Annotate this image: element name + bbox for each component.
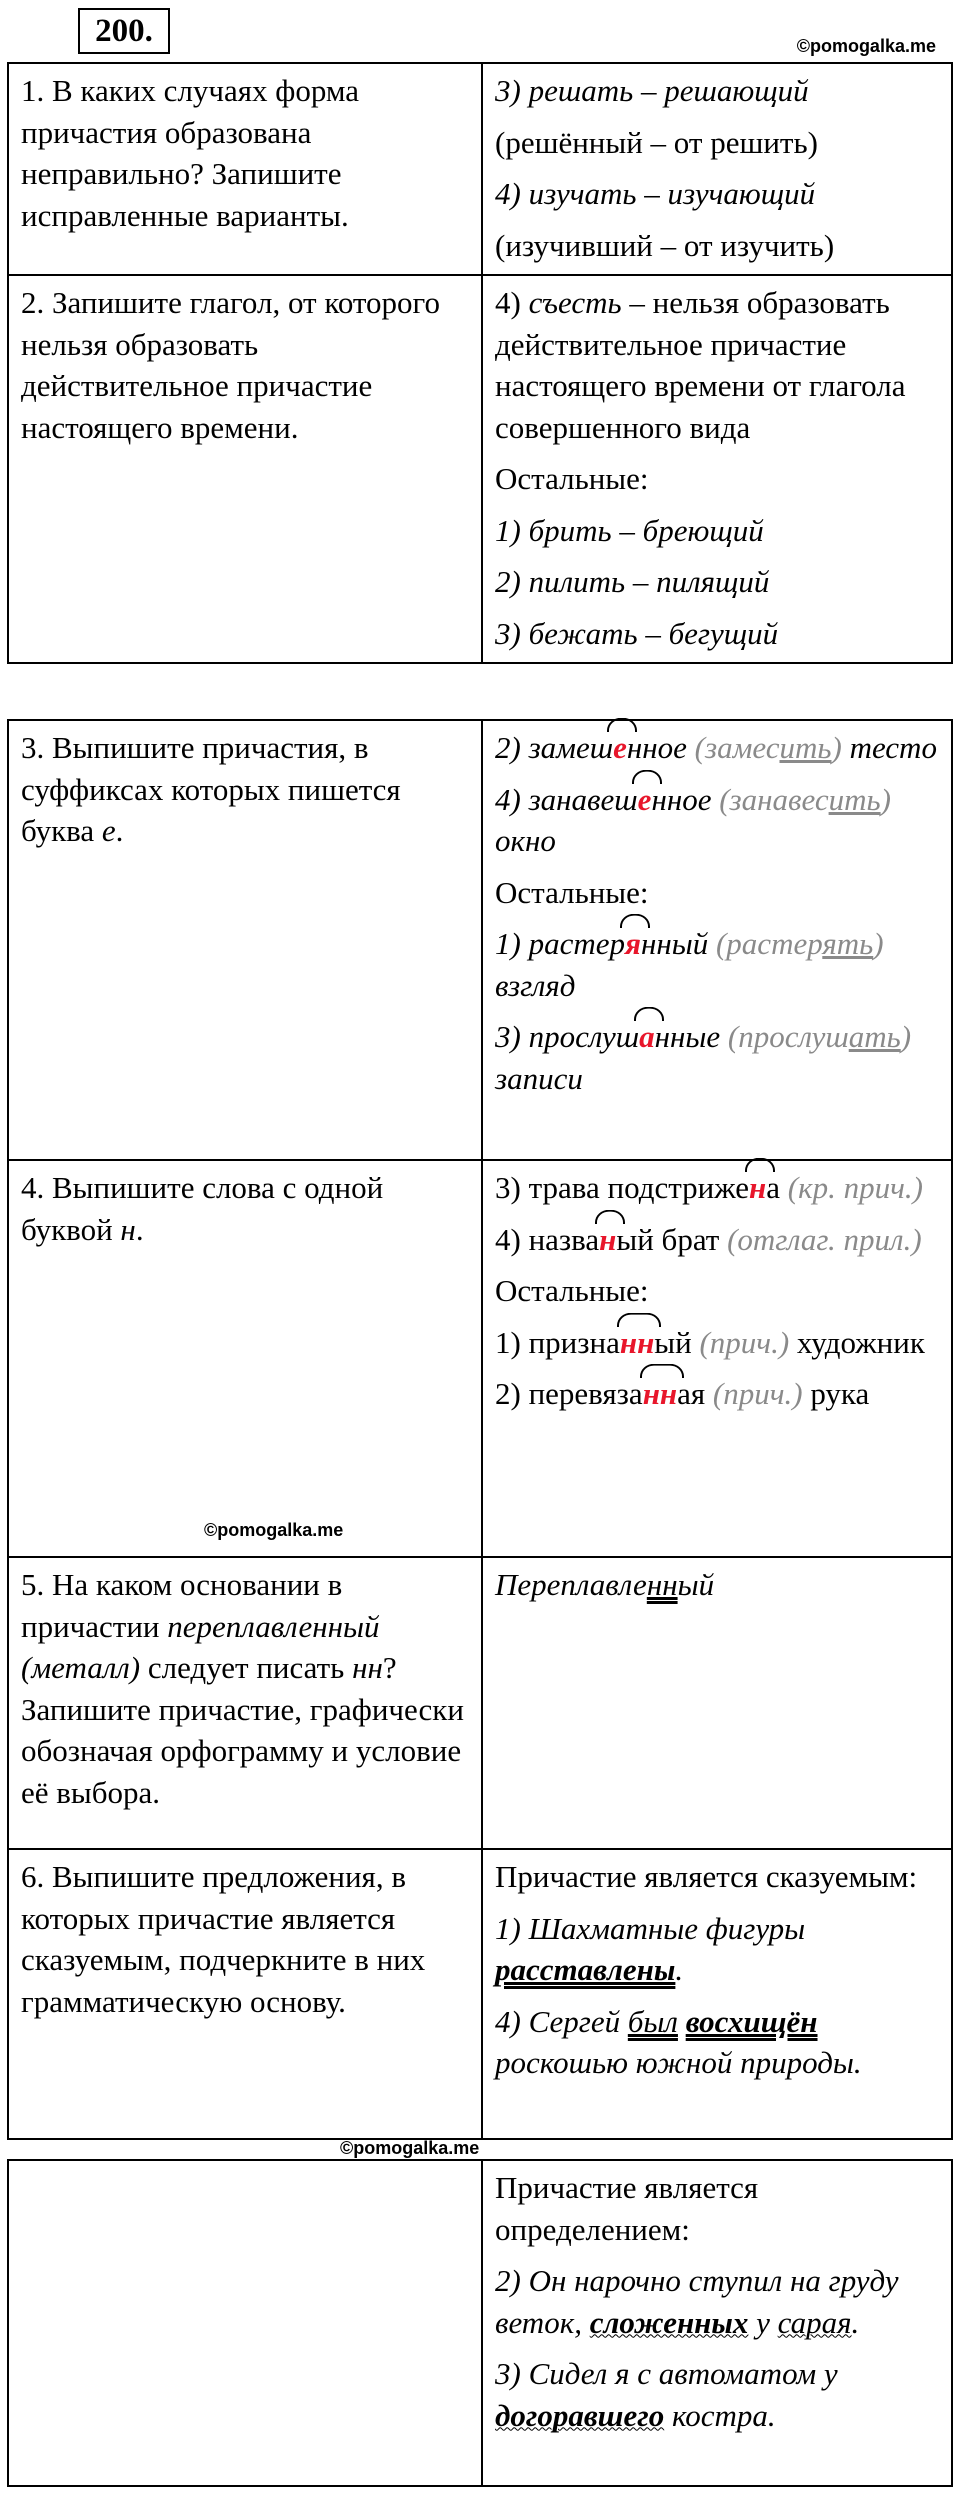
suffix-letter: е [613,727,627,769]
answer-line [495,1373,941,1415]
word-part: 2) перевяза [495,1376,643,1412]
question-letter: н [120,1211,136,1247]
answer-cell [482,2160,952,2486]
verb-hint [695,730,842,765]
question-text: следует писать [140,1650,353,1686]
answer-cell [482,1557,952,1849]
question-text: 2. Запишите глагол, от которого нельзя образовать действительное причастие настоящего времени. [21,285,440,445]
sentence-part: костра. [664,2397,776,2433]
word-part: 1) растер [495,926,625,962]
orthogram-letters: нн [646,1567,678,1602]
answer-prefix: 4) [495,285,529,321]
prefix-part: Пере [495,1567,561,1602]
hint-part: ) [873,926,884,962]
hint-part: ) [831,730,842,765]
answer-cell [482,63,952,275]
answer-cell [482,720,952,1160]
noun: взгляд [495,967,576,1003]
answer-line: 1) брить – бреющий [495,512,764,548]
question-text: 6. Выпишите предложения, в которых причастие является сказуемым, подчеркните в них грамматическую основу. [21,1859,426,2019]
answer-verb: съесть [528,285,622,321]
word-part: 2) замеш [495,730,614,765]
verb-hint [728,1019,911,1054]
sentence-part: у [748,2304,778,2340]
answer-cell [482,1160,952,1557]
noun: тесто [841,730,937,765]
suffix-letter: н [599,1219,616,1261]
part-of-speech-hint: (отглаг. прил.) [727,1221,922,1257]
answer-line [495,1016,941,1099]
word-part: а [766,1170,788,1205]
answer-cell [482,275,952,663]
word-part: ая [677,1376,713,1412]
sentence-part: 4) Сергей [495,2003,628,2039]
table-row [8,720,952,1160]
word-part: ый [654,1324,700,1360]
part-of-speech-hint: (кр. прич.) [787,1170,923,1205]
verb-hint [716,926,884,961]
noun: рука [802,1376,870,1412]
answer-table-second-page [7,2159,953,2487]
exercise-number: 200. [78,8,170,54]
suffix-letter: н [749,1167,766,1209]
word-part: нное [626,730,695,765]
hint-suffix: ать [848,1019,901,1055]
question-text: 5. На каком основании в причастии [21,1567,343,1644]
question-cell [8,1849,482,2139]
question-text: ? Запишите причастие, графически обозначая орфограмму и условие её выбора. [21,1650,464,1810]
question-text: 3. Выпишите причастия, в суффиксах которых пишется буква [21,730,401,849]
watermark-middle: ©pomogalka.me [204,1520,344,1540]
word-part: 4) занавеш [495,781,638,817]
sentence-part: 1) Шахматные фигуры [495,1910,806,1946]
answer-word [495,1564,941,1606]
answer-line: 4) изучать – изучающий [495,176,816,212]
sentence-part: 3) Сидел я с автоматом у [495,2356,838,2392]
question-cell [8,63,482,275]
sentence-part: роскошью южной природы. [495,2045,862,2081]
answer-table-continued [7,719,953,2140]
verb-hint [719,782,891,817]
suffix-letter: а [639,1016,655,1058]
table-row [8,2160,952,2486]
table-row [8,275,952,663]
answer-sentence [495,2353,941,2436]
hint-part: ) [900,1019,912,1055]
question-letter: е [101,813,116,849]
watermark-top: ©pomogalka.me [796,36,936,56]
noun: записи [495,1060,583,1096]
answer-line: (решённый – от решить) [495,124,818,160]
table-row [8,63,952,275]
suffix-letters: нн [643,1373,677,1415]
answer-label: Причастие является сказуемым: [495,1859,918,1894]
hint-part: (занавес [719,781,829,817]
answer-sentence [495,2260,941,2343]
word-part: 3) прослуш [495,1019,640,1055]
sentence-part: . [851,2304,860,2340]
sentence-space [678,2004,686,2039]
predicate: восхищён [685,2003,818,2039]
predicate: расставлены [495,1952,676,1988]
answer-sentence [495,1908,941,1991]
sentence-part: . [675,1952,684,1988]
word-part: 3) трава подстриже [495,1170,750,1205]
answer-line [495,779,941,862]
answer-line [495,1167,941,1209]
word-part: ый брат [616,1221,728,1257]
answer-line: 3) решать – решающий [495,73,809,108]
answer-line [495,727,941,769]
hint-part: ) [880,781,891,817]
hint-suffix: ить [828,781,881,817]
word-part: нное [651,781,720,817]
question-cell [8,1160,482,1557]
predicate-aux: был [627,2003,678,2039]
word-part: нные [654,1019,728,1055]
answer-line [495,282,941,448]
answer-cell [482,1849,952,2139]
suffix-letters: нн [620,1322,654,1364]
answer-table [7,62,953,664]
answer-line [495,1322,941,1364]
question-word: переплавленный (металл) [21,1608,380,1686]
answer-line: 2) пилить – пилящий [495,564,770,600]
watermark-bottom: ©pomogalka.me [340,2138,480,2158]
noun: окно [495,823,556,859]
question-cell-empty [8,2160,482,2486]
hint-part: (растер [715,926,823,962]
question-text: 1. В каких случаях форма причастия образована неправильно? Запишите исправленные варианты. [21,73,360,233]
part-of-speech-hint: (прич.) [712,1376,803,1412]
table-row [8,1849,952,2139]
answer-line: 3) бежать – бегущий [495,615,779,651]
suffix-letter: я [625,923,641,965]
noun: художник [789,1324,925,1360]
table-row [8,1160,952,1557]
table-row [8,1557,952,1849]
part-of-speech-hint: (прич.) [699,1324,790,1360]
answer-sentence [495,2001,941,2084]
question-cell [8,1557,482,1849]
answer-line [495,923,941,1006]
answer-line [495,1219,941,1261]
hint-part: (прослуш [727,1019,849,1055]
hint-part: (замес [694,730,780,765]
root-part: плавле [560,1567,647,1602]
question-cell [8,275,482,663]
others-label: Остальные: [495,1273,649,1309]
answer-line: (изучивший – от изучить) [495,227,835,263]
question-cell [8,720,482,1160]
ending-part: ый [677,1567,715,1602]
question-end: . [115,813,124,849]
suffix-letter: е [638,779,652,821]
word-part: 4) назва [495,1221,600,1257]
others-label: Остальные: [495,874,649,910]
participle: догоравшего [495,2397,665,2433]
question-end: . [135,1211,144,1247]
others-label: Остальные: [495,461,649,497]
dependent-word: сарая [777,2304,852,2340]
word-part: 1) призна [495,1324,620,1360]
question-letters: нн [352,1650,383,1686]
sentence-part: 2) Он нарочно ступил на груду веток, [495,2263,899,2340]
answer-explanation: – нельзя образовать действительное причастие настоящего времени от глагола совершенного вида [495,285,906,445]
hint-suffix: ить [779,730,832,765]
hint-suffix: ять [822,926,874,962]
answer-label: Причастие является определением: [495,2170,759,2247]
participle: сложенных [589,2304,749,2340]
word-part: нный [640,926,716,962]
question-text: 4. Выпишите слова с одной буквой [21,1170,384,1247]
